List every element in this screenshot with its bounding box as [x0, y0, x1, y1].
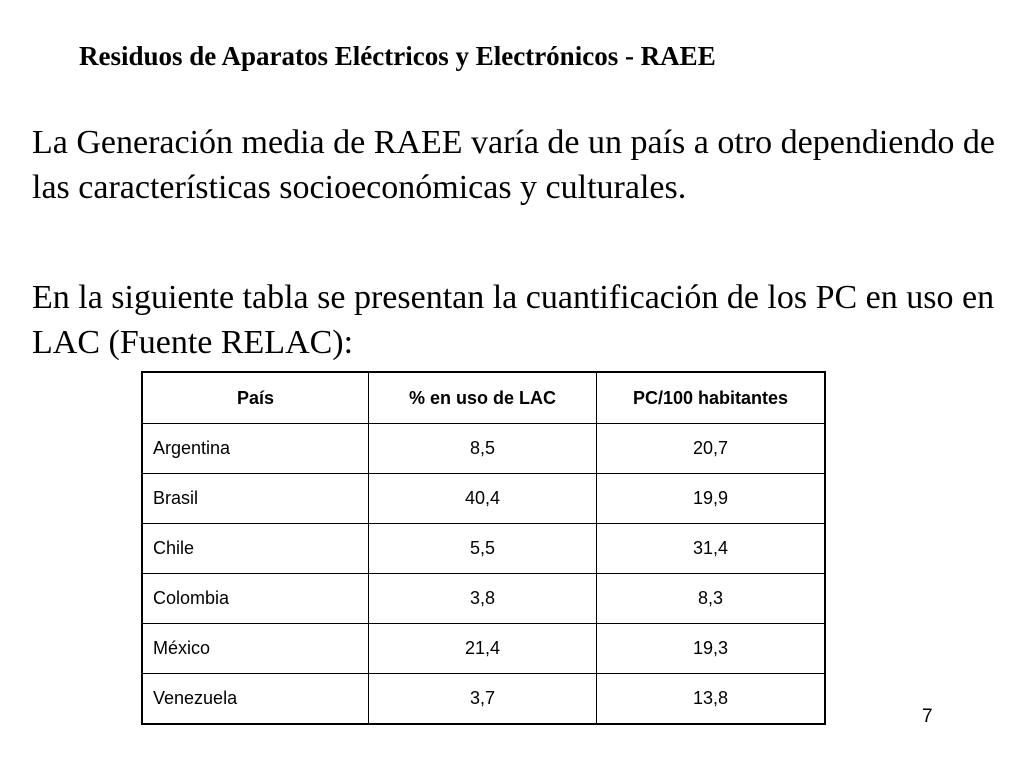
country-cell: Colombia [142, 574, 368, 624]
header-pct-usage: % en uso de LAC [368, 372, 596, 424]
pct-cell: 21,4 [368, 624, 596, 674]
header-pc-per-100: PC/100 habitantes [597, 372, 825, 424]
table-row [142, 474, 825, 524]
pc-cell: 13,8 [597, 674, 825, 725]
pc-usage-table [141, 371, 826, 725]
pc-cell: 20,7 [597, 424, 825, 474]
slide-title: Residuos de Aparatos Eléctricos y Electrónicos - RAEE [79, 41, 716, 71]
pct-cell: 8,5 [368, 424, 596, 474]
header-country: País [142, 372, 368, 424]
table-row [142, 624, 825, 674]
pct-cell: 3,8 [368, 574, 596, 624]
country-cell: Argentina [142, 424, 368, 474]
country-cell: Venezuela [142, 674, 368, 725]
intro-paragraph: La Generación media de RAEE varía de un país a otro dependiendo de las características socioeconómicas y culturales. [32, 124, 995, 206]
table-row [142, 524, 825, 574]
country-cell: Chile [142, 524, 368, 574]
pc-cell: 19,3 [597, 624, 825, 674]
pct-cell: 3,7 [368, 674, 596, 725]
table-row [142, 424, 825, 474]
table-intro-paragraph: En la siguiente tabla se presentan la cuantificación de los PC en uso en LAC (Fuente RELAC): [32, 279, 995, 361]
table-row [142, 574, 825, 624]
pc-cell: 31,4 [597, 524, 825, 574]
country-cell: Brasil [142, 474, 368, 524]
table-row [142, 674, 825, 725]
table-header-row [142, 372, 825, 424]
page-number: 7 [922, 706, 933, 727]
country-cell: México [142, 624, 368, 674]
pc-cell: 8,3 [597, 574, 825, 624]
pct-cell: 5,5 [368, 524, 596, 574]
pct-cell: 40,4 [368, 474, 596, 524]
pc-cell: 19,9 [597, 474, 825, 524]
